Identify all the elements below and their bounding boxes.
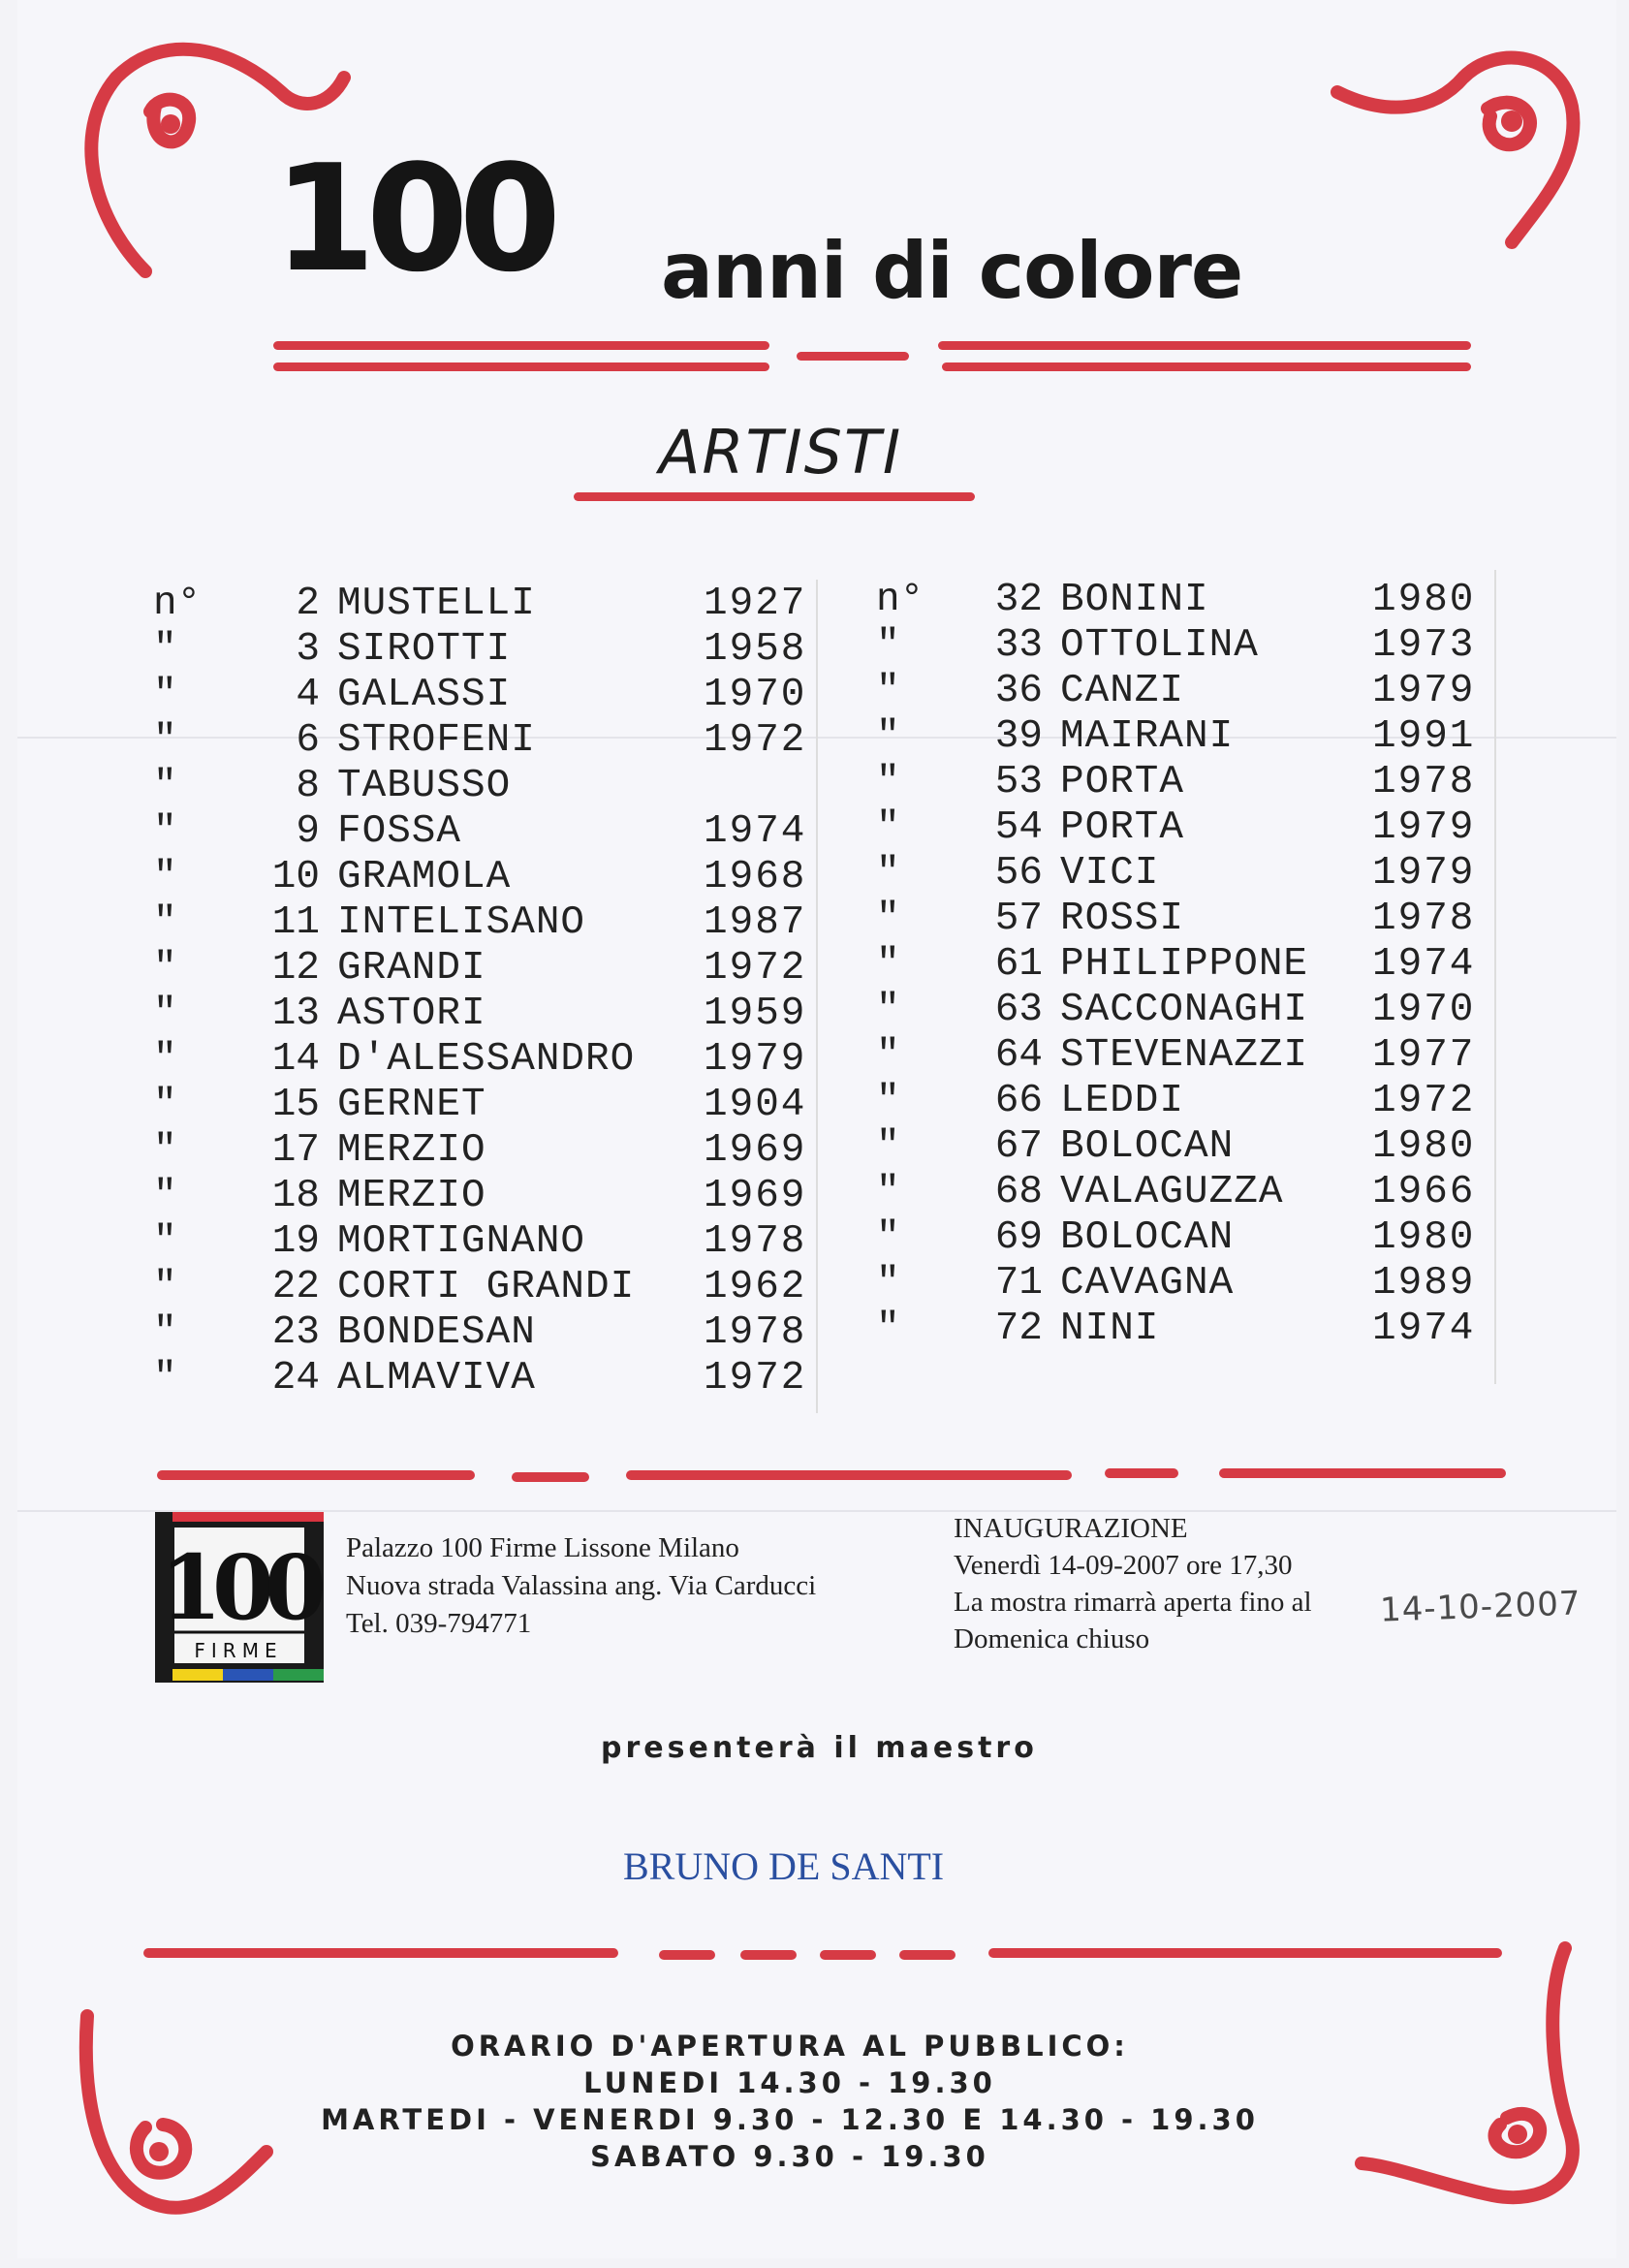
artist-name: BOLOCAN xyxy=(1060,1214,1235,1260)
artist-number: 17 xyxy=(271,1127,320,1173)
artist-year: 1970 xyxy=(704,672,807,717)
artist-row xyxy=(876,577,1488,622)
artist-row xyxy=(876,804,1488,850)
artist-number: 67 xyxy=(994,1123,1043,1169)
artist-prefix: " xyxy=(153,808,177,854)
artist-number: 19 xyxy=(271,1218,320,1264)
artist-number: 11 xyxy=(271,899,320,945)
artist-row xyxy=(153,1127,820,1173)
artist-year: 1973 xyxy=(1372,622,1476,668)
artist-name: INTELISANO xyxy=(337,899,586,945)
artist-year: 1969 xyxy=(704,1127,807,1173)
artist-prefix: n° xyxy=(153,581,202,626)
venue-address: Nuova strada Valassina ang. Via Carducci xyxy=(346,1570,817,1601)
artist-name: PORTA xyxy=(1060,759,1185,804)
inauguration-label: INAUGURAZIONE xyxy=(954,1513,1188,1544)
artist-year: 1979 xyxy=(1372,804,1476,850)
artist-row xyxy=(153,1173,820,1218)
artist-name: CORTI GRANDI xyxy=(337,1264,636,1309)
section-heading: ARTISTI xyxy=(659,417,903,488)
artist-prefix: " xyxy=(153,1082,177,1127)
artist-name: SACCONAGHI xyxy=(1060,987,1309,1032)
artist-year: 1978 xyxy=(1372,896,1476,941)
artist-list-left xyxy=(153,581,820,1401)
artist-row xyxy=(153,1036,820,1082)
section-divider xyxy=(157,1470,475,1480)
artist-year: 1904 xyxy=(704,1082,807,1127)
section-divider xyxy=(1219,1468,1506,1478)
artist-name: VALAGUZZA xyxy=(1060,1169,1284,1214)
artist-year: 1979 xyxy=(1372,850,1476,896)
artist-year: 1991 xyxy=(1372,713,1476,759)
artist-prefix: " xyxy=(153,1355,177,1401)
artist-number: 39 xyxy=(994,713,1043,759)
artist-number: 68 xyxy=(994,1169,1043,1214)
title-number: 100 xyxy=(273,133,552,304)
section-divider-dash xyxy=(659,1950,715,1960)
artist-row xyxy=(153,1218,820,1264)
artist-prefix: " xyxy=(876,1306,900,1351)
artist-year: 1989 xyxy=(1372,1260,1476,1306)
artist-prefix: " xyxy=(876,622,900,668)
artist-prefix: " xyxy=(876,804,900,850)
artist-row xyxy=(153,991,820,1036)
artist-row xyxy=(153,581,820,626)
artist-row xyxy=(876,622,1488,668)
artist-number: 57 xyxy=(994,896,1043,941)
artist-number: 2 xyxy=(296,581,320,626)
artist-year: 1979 xyxy=(1372,668,1476,713)
artist-number: 13 xyxy=(271,991,320,1036)
artist-name: LEDDI xyxy=(1060,1078,1185,1123)
artist-year: 1978 xyxy=(1372,759,1476,804)
artist-number: 53 xyxy=(994,759,1043,804)
artist-name: CAVAGNA xyxy=(1060,1260,1235,1306)
artist-name: MAIRANI xyxy=(1060,713,1235,759)
section-divider-dash xyxy=(740,1950,797,1960)
artist-row xyxy=(153,1082,820,1127)
artist-year: 1972 xyxy=(704,717,807,763)
artist-name: BONINI xyxy=(1060,577,1209,622)
artist-row xyxy=(153,945,820,991)
artist-number: 33 xyxy=(994,622,1043,668)
title-rule xyxy=(938,341,1471,350)
artist-name: GERNET xyxy=(337,1082,486,1127)
artist-year: 1958 xyxy=(704,626,807,672)
artist-row xyxy=(876,713,1488,759)
artist-number: 23 xyxy=(271,1309,320,1355)
logo-number: 100 xyxy=(159,1535,318,1640)
artist-prefix: " xyxy=(153,1218,177,1264)
logo-text: FIRME xyxy=(194,1639,283,1662)
artist-name: MORTIGNANO xyxy=(337,1218,586,1264)
artist-row xyxy=(153,672,820,717)
artist-row xyxy=(153,1355,820,1401)
artist-prefix: " xyxy=(876,1214,900,1260)
artist-prefix: " xyxy=(876,713,900,759)
artist-number: 8 xyxy=(296,763,320,808)
artist-row xyxy=(876,1260,1488,1306)
hours-tue-fri: MARTEDI - VENERDI 9.30 - 12.30 E 14.30 - 19.30 xyxy=(321,2103,1259,2136)
closed-note: Domenica chiuso xyxy=(954,1623,1150,1654)
handwritten-end-date: 14-10-2007 xyxy=(1379,1584,1582,1630)
artist-year: 1970 xyxy=(1372,987,1476,1032)
artist-year: 1980 xyxy=(1372,1123,1476,1169)
artist-row xyxy=(876,759,1488,804)
artist-list-right xyxy=(876,577,1488,1351)
artist-year: 1962 xyxy=(704,1264,807,1309)
opening-hours xyxy=(174,2028,1405,2175)
artist-number: 69 xyxy=(994,1214,1043,1260)
artist-number: 22 xyxy=(271,1264,320,1309)
artist-prefix: " xyxy=(153,945,177,991)
artist-row xyxy=(876,1123,1488,1169)
artist-number: 66 xyxy=(994,1078,1043,1123)
artist-name: VICI xyxy=(1060,850,1160,896)
artist-year: 1972 xyxy=(704,1355,807,1401)
section-divider xyxy=(988,1948,1502,1958)
artist-row xyxy=(153,899,820,945)
artist-row xyxy=(876,987,1488,1032)
artist-name: BOLOCAN xyxy=(1060,1123,1235,1169)
artist-prefix: " xyxy=(876,1032,900,1078)
section-divider-dash xyxy=(820,1950,876,1960)
artist-row xyxy=(876,668,1488,713)
artist-number: 72 xyxy=(994,1306,1043,1351)
artist-number: 4 xyxy=(296,672,320,717)
artist-prefix: " xyxy=(153,1264,177,1309)
venue-phone: Tel. 039-794771 xyxy=(346,1608,532,1639)
artist-name: GALASSI xyxy=(337,672,512,717)
100-firme-logo xyxy=(155,1512,324,1683)
presentation-intro: presenterà il maestro xyxy=(601,1731,1038,1765)
artist-prefix: " xyxy=(153,763,177,808)
artist-prefix: " xyxy=(876,1169,900,1214)
artist-name: GRANDI xyxy=(337,945,486,991)
artist-row xyxy=(876,896,1488,941)
artist-number: 32 xyxy=(994,577,1043,622)
title-rule xyxy=(273,362,769,371)
artist-name: D'ALESSANDRO xyxy=(337,1036,636,1082)
artist-year: 1987 xyxy=(704,899,807,945)
artist-year: 1969 xyxy=(704,1173,807,1218)
artist-name: NINI xyxy=(1060,1306,1160,1351)
artist-number: 15 xyxy=(271,1082,320,1127)
artist-year: 1977 xyxy=(1372,1032,1476,1078)
title-rule xyxy=(273,341,769,350)
title-text: anni di colore xyxy=(661,226,1243,316)
artist-prefix: " xyxy=(876,850,900,896)
section-divider xyxy=(143,1948,618,1958)
inauguration-info xyxy=(954,1510,1312,1657)
maestro-name: BRUNO DE SANTI xyxy=(623,1844,945,1888)
artist-name: PHILIPPONE xyxy=(1060,941,1309,987)
artist-year: 1959 xyxy=(704,991,807,1036)
artist-name: FOSSA xyxy=(337,808,462,854)
artist-number: 6 xyxy=(296,717,320,763)
artist-row xyxy=(876,1169,1488,1214)
artist-prefix: " xyxy=(153,672,177,717)
artist-number: 24 xyxy=(271,1355,320,1401)
artist-prefix: " xyxy=(876,1123,900,1169)
artist-year: 1980 xyxy=(1372,577,1476,622)
artist-year: 1978 xyxy=(704,1309,807,1355)
artist-number: 14 xyxy=(271,1036,320,1082)
artist-prefix: " xyxy=(876,1078,900,1123)
inauguration-date: Venerdì 14-09-2007 ore 17,30 xyxy=(954,1550,1293,1581)
artist-row xyxy=(153,717,820,763)
artist-row xyxy=(876,1032,1488,1078)
artist-name: ROSSI xyxy=(1060,896,1185,941)
venue-name: Palazzo 100 Firme Lissone Milano xyxy=(346,1532,739,1563)
artist-prefix: " xyxy=(153,1173,177,1218)
artist-row xyxy=(153,763,820,808)
heading-underline xyxy=(574,492,975,501)
artist-prefix: " xyxy=(153,1036,177,1082)
artist-prefix: n° xyxy=(876,577,924,622)
artist-name: MERZIO xyxy=(337,1173,486,1218)
artist-number: 61 xyxy=(994,941,1043,987)
artist-prefix: " xyxy=(876,668,900,713)
artist-name: BONDESAN xyxy=(337,1309,536,1355)
section-divider-dash xyxy=(512,1472,589,1482)
section-divider-dash xyxy=(899,1950,955,1960)
artist-prefix: " xyxy=(153,854,177,899)
artist-year: 1980 xyxy=(1372,1214,1476,1260)
artist-number: 63 xyxy=(994,987,1043,1032)
artist-number: 56 xyxy=(994,850,1043,896)
artist-row xyxy=(876,1306,1488,1351)
artist-prefix: " xyxy=(876,987,900,1032)
artist-name: CANZI xyxy=(1060,668,1185,713)
column-divider xyxy=(1494,570,1496,1384)
artist-prefix: " xyxy=(153,626,177,672)
artist-row xyxy=(153,626,820,672)
artist-year: 1974 xyxy=(704,808,807,854)
artist-year: 1978 xyxy=(704,1218,807,1264)
artist-prefix: " xyxy=(153,899,177,945)
title-rule-dash xyxy=(797,352,909,361)
artist-row xyxy=(153,1309,820,1355)
top-right-swirl-icon xyxy=(1337,58,1574,242)
artist-name: SIROTTI xyxy=(337,626,512,672)
artist-row xyxy=(876,1078,1488,1123)
hours-saturday: SABATO 9.30 - 19.30 xyxy=(590,2140,989,2173)
hours-heading: ORARIO D'APERTURA AL PUBBLICO: xyxy=(451,2030,1129,2063)
artist-name: GRAMOLA xyxy=(337,854,512,899)
artist-prefix: " xyxy=(876,1260,900,1306)
artist-year: 1979 xyxy=(704,1036,807,1082)
artist-prefix: " xyxy=(153,991,177,1036)
artist-prefix: " xyxy=(876,896,900,941)
artist-name: ALMAVIVA xyxy=(337,1355,536,1401)
artist-name: PORTA xyxy=(1060,804,1185,850)
artist-prefix: " xyxy=(876,759,900,804)
artist-name: OTTOLINA xyxy=(1060,622,1259,668)
artist-row xyxy=(153,854,820,899)
section-divider-dash xyxy=(1105,1468,1178,1478)
artist-name: STROFENI xyxy=(337,717,536,763)
artist-year: 1974 xyxy=(1372,941,1476,987)
hours-monday: LUNEDI 14.30 - 19.30 xyxy=(583,2066,996,2099)
artist-year: 1968 xyxy=(704,854,807,899)
artist-year: 1927 xyxy=(704,581,807,626)
venue-info xyxy=(346,1529,816,1643)
artist-number: 12 xyxy=(271,945,320,991)
artist-row xyxy=(876,850,1488,896)
artist-number: 3 xyxy=(296,626,320,672)
artist-year: 1972 xyxy=(1372,1078,1476,1123)
artist-name: TABUSSO xyxy=(337,763,512,808)
artist-number: 54 xyxy=(994,804,1043,850)
artist-number: 10 xyxy=(271,854,320,899)
artist-year: 1966 xyxy=(1372,1169,1476,1214)
artist-number: 36 xyxy=(994,668,1043,713)
artist-number: 18 xyxy=(271,1173,320,1218)
artist-prefix: " xyxy=(153,1127,177,1173)
title-rule xyxy=(942,362,1471,371)
artist-row xyxy=(153,808,820,854)
artist-prefix: " xyxy=(876,941,900,987)
artist-row xyxy=(876,941,1488,987)
artist-prefix: " xyxy=(153,1309,177,1355)
artist-number: 64 xyxy=(994,1032,1043,1078)
artist-number: 9 xyxy=(296,808,320,854)
artist-year: 1974 xyxy=(1372,1306,1476,1351)
exhibition-open-until: La mostra rimarrà aperta fino al xyxy=(954,1587,1312,1618)
artist-year xyxy=(704,763,820,808)
artist-number: 71 xyxy=(994,1260,1043,1306)
artist-row xyxy=(153,1264,820,1309)
artist-prefix: " xyxy=(153,717,177,763)
artist-year: 1972 xyxy=(704,945,807,991)
artist-name: STEVENAZZI xyxy=(1060,1032,1309,1078)
artist-name: MERZIO xyxy=(337,1127,486,1173)
section-divider xyxy=(626,1470,1072,1480)
artist-row xyxy=(876,1214,1488,1260)
artist-name: ASTORI xyxy=(337,991,486,1036)
artist-name: MUSTELLI xyxy=(337,581,536,626)
